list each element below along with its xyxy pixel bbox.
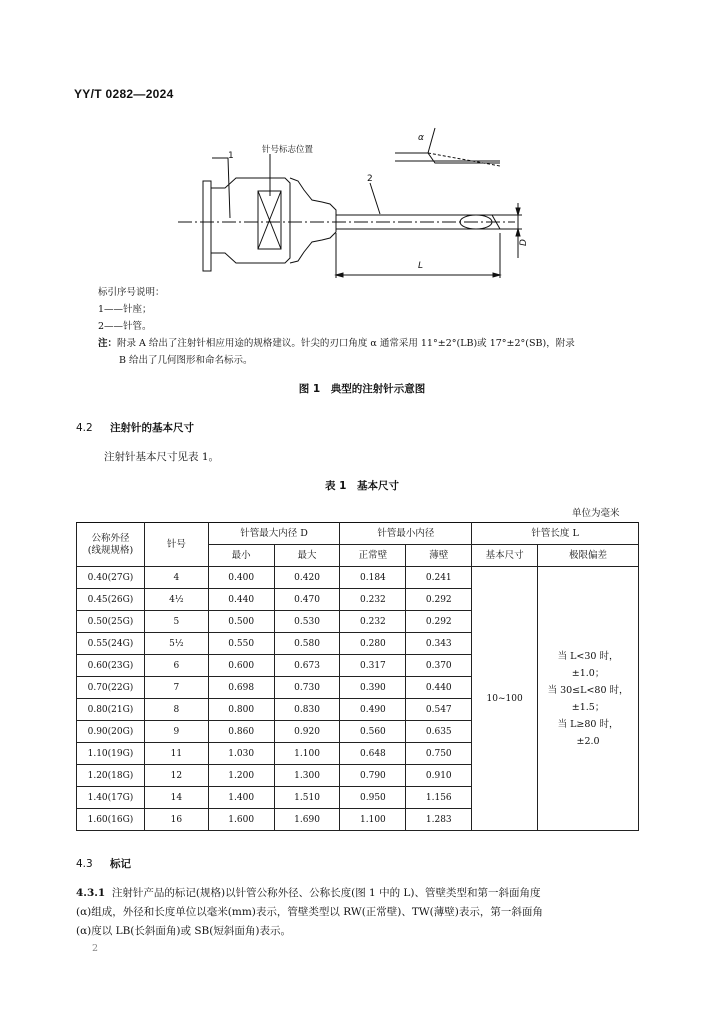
table-cell: 0.241 bbox=[406, 567, 472, 589]
table-cell: 0.440 bbox=[406, 677, 472, 699]
standard-code: YY/T 0282—2024 bbox=[74, 87, 174, 101]
section-4-2-text: 注射针基本尺寸见表 1。 bbox=[104, 451, 220, 463]
table-cell: 0.232 bbox=[340, 589, 406, 611]
table-cell: 0.920 bbox=[274, 721, 340, 743]
table-cell: 0.70(22G) bbox=[77, 677, 145, 699]
basic-size-cell: 10~100 bbox=[472, 567, 538, 831]
table-cell: 1.100 bbox=[274, 743, 340, 765]
table-cell: 0.50(25G) bbox=[77, 611, 145, 633]
section-number: 4.2 bbox=[76, 422, 93, 434]
length-label: L bbox=[418, 261, 424, 271]
table-cell: 0.550 bbox=[208, 633, 274, 655]
table-cell: 1.400 bbox=[208, 787, 274, 809]
table-cell: 5 bbox=[144, 611, 208, 633]
table-cell: 0.343 bbox=[406, 633, 472, 655]
clause-line-2: (α)组成，外径和长度单位以毫米(mm)表示，管壁类型以 RW(正常壁)、TW(薄壁)表示，第一斜面角 bbox=[76, 906, 543, 918]
table-cell: 4 bbox=[144, 567, 208, 589]
legend-item: 2——针管。 bbox=[98, 321, 152, 332]
table-cell: 0.80(21G) bbox=[77, 699, 145, 721]
diameter-label: D bbox=[519, 239, 529, 246]
section-title: 注射针的基本尺寸 bbox=[110, 422, 195, 434]
table-cell: 11 bbox=[144, 743, 208, 765]
table-cell: 6 bbox=[144, 655, 208, 677]
table-cell: 1.283 bbox=[406, 809, 472, 831]
table-cell: 1.030 bbox=[208, 743, 274, 765]
table-cell: 7 bbox=[144, 677, 208, 699]
table-cell: 0.530 bbox=[274, 611, 340, 633]
table-unit: 单位为毫米 bbox=[572, 508, 620, 519]
table-cell: 0.547 bbox=[406, 699, 472, 721]
header-length: 针管长度 L bbox=[472, 523, 639, 545]
table-cell: 12 bbox=[144, 765, 208, 787]
header-thin-wall: 薄壁 bbox=[406, 545, 472, 567]
table-cell: 0.500 bbox=[208, 611, 274, 633]
table-cell: 0.673 bbox=[274, 655, 340, 677]
header-max: 最大 bbox=[274, 545, 340, 567]
clause-line-1: 注射针产品的标记(规格)以针管公称外径、公称长度(图 1 中的 L)、管壁类型和第一斜面角度 bbox=[111, 887, 541, 899]
section-4-2-heading bbox=[76, 420, 194, 435]
tolerance-line: 当 L≥80 时， bbox=[557, 718, 619, 730]
callout-1: 1 bbox=[228, 151, 234, 161]
table-cell: 0.55(24G) bbox=[77, 633, 145, 655]
table-cell: 1.20(18G) bbox=[77, 765, 145, 787]
table-cell: 0.698 bbox=[208, 677, 274, 699]
table-cell: 5½ bbox=[144, 633, 208, 655]
table-cell: 1.100 bbox=[340, 809, 406, 831]
table-cell: 0.750 bbox=[406, 743, 472, 765]
header-min-inner: 针管最小内径 bbox=[340, 523, 472, 545]
table-cell: 0.292 bbox=[406, 611, 472, 633]
legend-title: 标引序号说明： bbox=[98, 287, 165, 298]
table-cell: 1.510 bbox=[274, 787, 340, 809]
tolerance-line: ±1.5； bbox=[571, 701, 605, 713]
table-cell: 0.40(27G) bbox=[77, 567, 145, 589]
note-line-1: 附录 A 给出了注射针相应用途的规格建议。针尖的刃口角度 α 通常采用 11°±2°(LB)或 17°±2°(SB)，附录 bbox=[117, 338, 575, 349]
table-cell: 1.60(16G) bbox=[77, 809, 145, 831]
header-nominal-od: 公称外径 (线规规格) bbox=[77, 523, 145, 567]
table-cell: 0.440 bbox=[208, 589, 274, 611]
table-cell: 0.950 bbox=[340, 787, 406, 809]
note-label: 注： bbox=[98, 338, 118, 349]
table-cell: 0.910 bbox=[406, 765, 472, 787]
table-cell: 0.800 bbox=[208, 699, 274, 721]
section-number: 4.3 bbox=[76, 858, 93, 870]
table-cell: 1.200 bbox=[208, 765, 274, 787]
table-cell: 1.300 bbox=[274, 765, 340, 787]
legend-item: 1——针座； bbox=[98, 304, 152, 315]
header-max-inner: 针管最大内径 D bbox=[208, 523, 340, 545]
tolerance-line: ±2.0 bbox=[576, 735, 600, 747]
table-cell: 0.830 bbox=[274, 699, 340, 721]
table-cell: 0.317 bbox=[340, 655, 406, 677]
tolerance-line: 当 30≤L<80 时， bbox=[547, 684, 629, 696]
table-cell: 0.420 bbox=[274, 567, 340, 589]
figure-note bbox=[98, 335, 643, 369]
table-cell: 0.790 bbox=[340, 765, 406, 787]
table-cell: 1.600 bbox=[208, 809, 274, 831]
header-basic-size: 基本尺寸 bbox=[472, 545, 538, 567]
section-title: 标记 bbox=[110, 858, 132, 870]
table-cell: 0.60(23G) bbox=[77, 655, 145, 677]
table-cell: 1.10(19G) bbox=[77, 743, 145, 765]
note-line-2: B 给出了几何图形和命名标示。 bbox=[119, 355, 253, 366]
table-cell: 0.635 bbox=[406, 721, 472, 743]
table-cell: 1.40(17G) bbox=[77, 787, 145, 809]
table-cell: 0.560 bbox=[340, 721, 406, 743]
table-cell: 0.90(20G) bbox=[77, 721, 145, 743]
table-cell: 0.232 bbox=[340, 611, 406, 633]
table-cell: 0.184 bbox=[340, 567, 406, 589]
table-cell: 0.400 bbox=[208, 567, 274, 589]
table-cell: 0.470 bbox=[274, 589, 340, 611]
tolerance-line: ±1.0； bbox=[571, 667, 605, 679]
tolerance-cell bbox=[538, 567, 639, 831]
table-cell: 0.600 bbox=[208, 655, 274, 677]
table-row bbox=[77, 567, 639, 589]
table-cell: 0.860 bbox=[208, 721, 274, 743]
table-cell: 1.156 bbox=[406, 787, 472, 809]
header-gauge: 针号 bbox=[144, 523, 208, 567]
table-cell: 0.45(26G) bbox=[77, 589, 145, 611]
header-normal-wall: 正常壁 bbox=[340, 545, 406, 567]
figure-legend bbox=[98, 284, 165, 335]
table-cell: 9 bbox=[144, 721, 208, 743]
mark-position-label: 针号标志位置 bbox=[262, 145, 314, 155]
header-tolerance: 极限偏差 bbox=[538, 545, 639, 567]
table-cell: 1.690 bbox=[274, 809, 340, 831]
table-cell: 4½ bbox=[144, 589, 208, 611]
table-cell: 16 bbox=[144, 809, 208, 831]
table-cell: 8 bbox=[144, 699, 208, 721]
table-cell: 0.648 bbox=[340, 743, 406, 765]
table-cell: 0.280 bbox=[340, 633, 406, 655]
table-caption: 表 1 基本尺寸 bbox=[325, 480, 399, 492]
basic-dimensions-table bbox=[76, 522, 639, 831]
tolerance-line: 当 L<30 时， bbox=[557, 650, 619, 662]
clause-line-3: (α)度以 LB(长斜面角)或 SB(短斜面角)表示。 bbox=[76, 925, 291, 937]
section-4-3-1 bbox=[76, 884, 644, 941]
figure-caption: 图 1 典型的注射针示意图 bbox=[298, 383, 426, 395]
table-cell: 0.370 bbox=[406, 655, 472, 677]
table-cell: 14 bbox=[144, 787, 208, 809]
header-min: 最小 bbox=[208, 545, 274, 567]
section-4-3-heading bbox=[76, 856, 131, 871]
needle-diagram bbox=[170, 118, 540, 280]
table-cell: 0.490 bbox=[340, 699, 406, 721]
callout-2: 2 bbox=[367, 174, 373, 184]
table-cell: 0.580 bbox=[274, 633, 340, 655]
page-number: 2 bbox=[92, 943, 99, 954]
table-cell: 0.390 bbox=[340, 677, 406, 699]
angle-label: α bbox=[418, 133, 424, 143]
table-cell: 0.730 bbox=[274, 677, 340, 699]
table-cell: 0.292 bbox=[406, 589, 472, 611]
clause-number: 4.3.1 bbox=[76, 887, 106, 899]
